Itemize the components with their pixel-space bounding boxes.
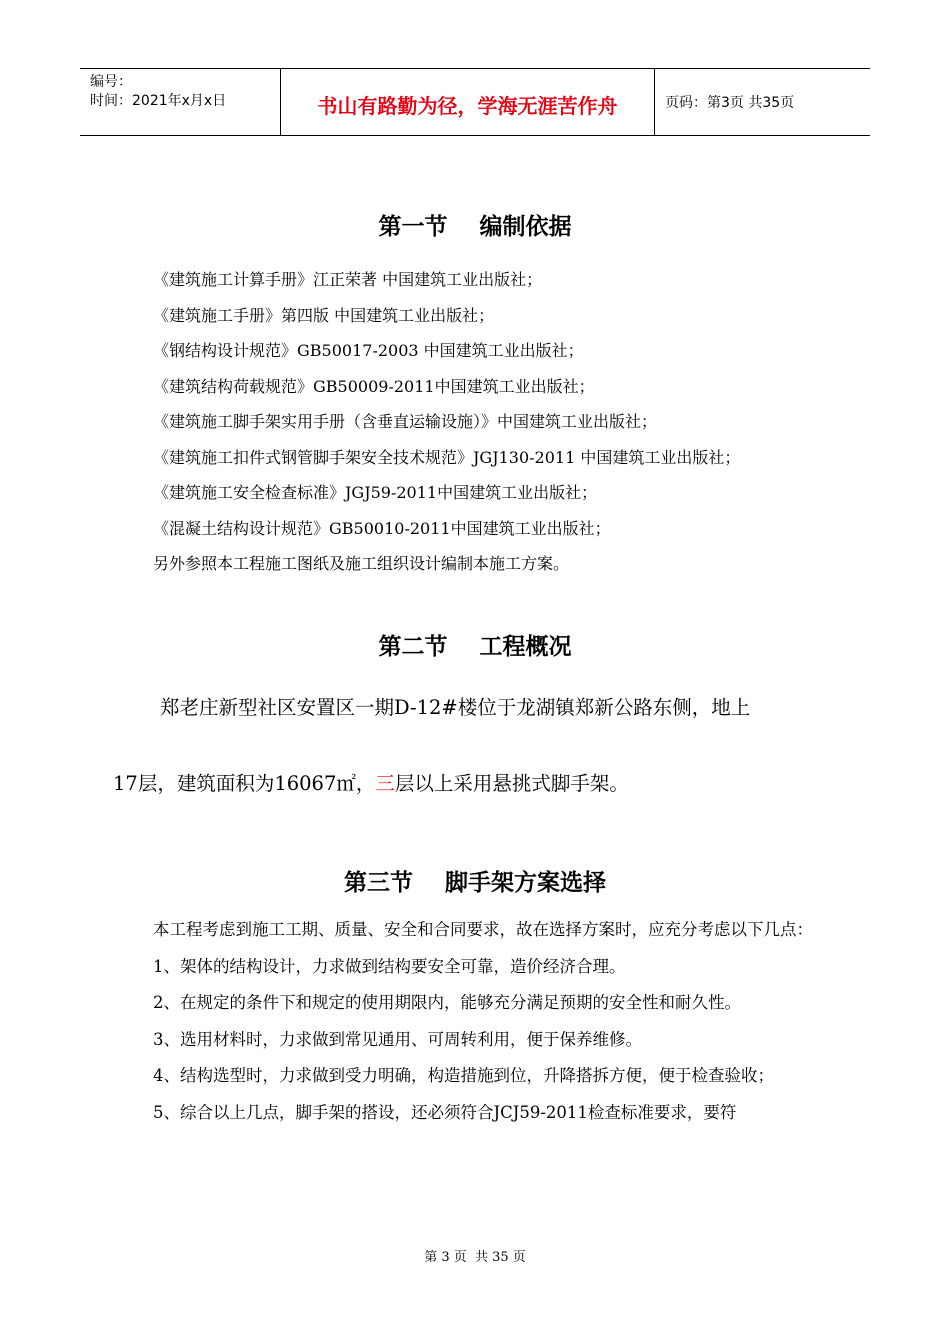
header-meta-cell [80, 69, 281, 135]
reference-item: 《建筑施工脚手架实用手册（含垂直运输设施）》中国建筑工业出版社； [153, 412, 658, 431]
overview-line-1: 郑老庄新型社区安置区一期D-12#楼位于龙湖镇郑新公路东侧，地上 [160, 696, 751, 719]
overview-text-b: 层以上采用悬挑式脚手架。 [394, 772, 629, 795]
scheme-item-text: 4、结构选型时，力求做到受力明确，构造措施到位，升降搭拆方便，便于检查验收； [153, 1066, 774, 1085]
scheme-item [113, 1058, 833, 1095]
page-footer: 第 3 页 共 35 页 [424, 1250, 526, 1265]
doc-time-label: 时间：2021年x月x日 [90, 93, 227, 109]
reference-item: 《建筑施工扣件式钢管脚手架安全技术规范》JGJ130-2011 中国建筑工业出版社； [153, 447, 741, 467]
reference-note: 另外参照本工程施工图纸及施工组织设计编制本施工方案。 [153, 554, 570, 573]
reference-item: 《钢结构设计规范》GB50017-2003 中国建筑工业出版社； [153, 341, 584, 360]
section-3-title: 第三节 脚手架方案选择 [343, 870, 607, 896]
doc-number-label: 编号： [90, 74, 132, 90]
reference-list [153, 262, 873, 582]
header-page-info: 页码：第3页 共35页 [665, 95, 795, 111]
scheme-item [113, 985, 833, 1022]
header-motto: 书山有路勤为径，学海无涯苦作舟 [281, 69, 655, 135]
scheme-item [113, 949, 833, 986]
reference-item: 《建筑施工安全检查标准》JGJ59-2011中国建筑工业出版社； [153, 483, 598, 502]
scheme-item-text: 3、选用材料时，力求做到常见通用、可周转利用，便于保养维修。 [153, 1029, 642, 1049]
overview-line-2 [113, 768, 833, 796]
scheme-item [113, 1022, 833, 1059]
reference-item: 《建筑施工手册》第四版 中国建筑工业出版社； [153, 305, 495, 325]
section-2-title: 第二节 工程概况 [378, 634, 572, 660]
reference-item: 《混凝土结构设计规范》GB50010-2011中国建筑工业出版社； [153, 518, 611, 538]
reference-item: 《建筑施工计算手册》江正荣著 中国建筑工业出版社； [153, 270, 543, 289]
scheme-item [113, 1095, 833, 1132]
reference-item: 《建筑结构荷载规范》GB50009-2011中国建筑工业出版社； [153, 376, 595, 396]
scheme-item-text: 5、综合以上几点，脚手架的搭设，还必须符合JCJ59-2011检查标准要求，要符 [153, 1102, 737, 1122]
scheme-paragraphs [113, 912, 833, 1131]
page-header [80, 68, 870, 136]
overview-text-a: 17层，建筑面积为16067㎡， [113, 772, 376, 795]
scheme-intro [113, 912, 833, 949]
scheme-item-text: 2、在规定的条件下和规定的使用期限内，能够充分满足预期的安全性和耐久性。 [153, 993, 741, 1012]
section-1-title: 第一节 编制依据 [378, 214, 572, 240]
scheme-intro-text: 本工程考虑到施工工期、质量、安全和合同要求，故在选择方案时，应充分考虑以下几点： [153, 920, 813, 939]
scheme-item-text: 1、架体的结构设计，力求做到结构要安全可靠，造价经济合理。 [153, 956, 626, 976]
overview-highlight: 三 [375, 772, 395, 795]
